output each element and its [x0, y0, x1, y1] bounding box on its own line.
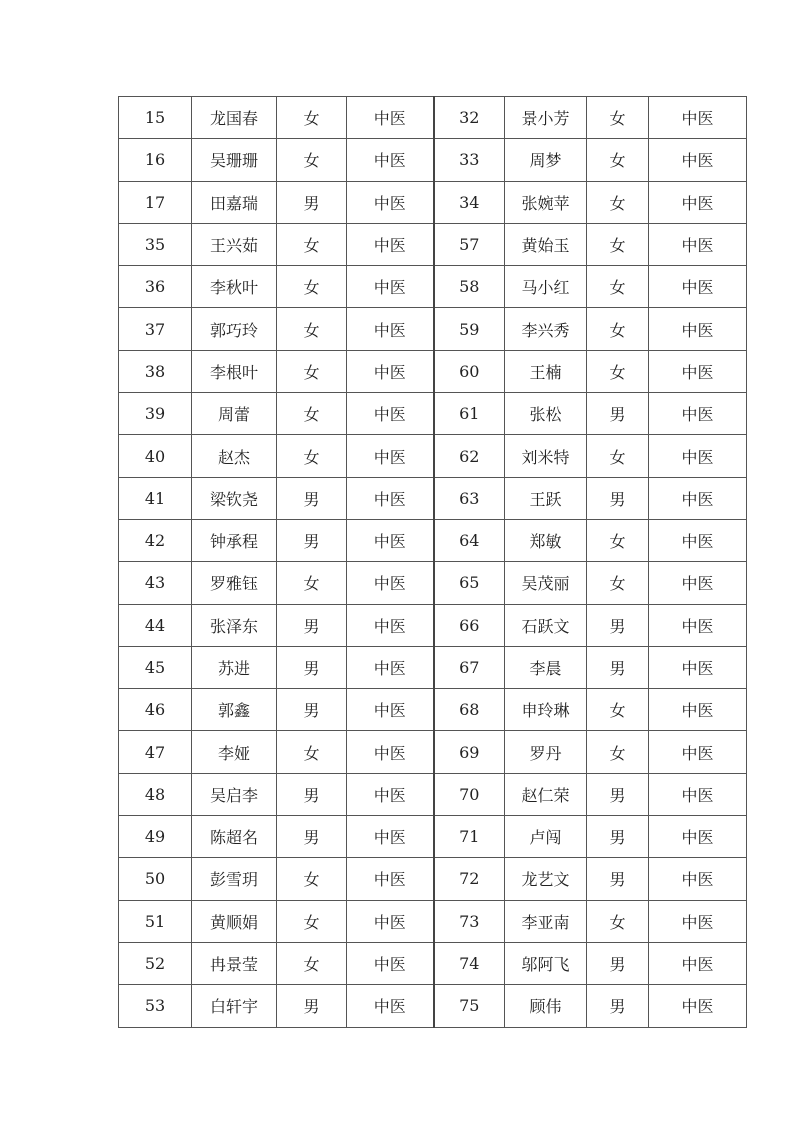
gender-cell: 女 [277, 393, 347, 435]
gender-cell: 男 [587, 942, 649, 984]
number-cell: 58 [434, 266, 505, 308]
name-cell: 王跃 [505, 477, 587, 519]
table-row [119, 223, 747, 265]
number-cell: 71 [434, 816, 505, 858]
name-cell: 赵杰 [192, 435, 277, 477]
name-cell: 李秋叶 [192, 266, 277, 308]
specialty-cell: 中医 [347, 985, 434, 1027]
gender-cell: 女 [277, 858, 347, 900]
specialty-cell: 中医 [649, 900, 747, 942]
specialty-cell: 中医 [347, 393, 434, 435]
specialty-cell: 中医 [649, 393, 747, 435]
gender-cell: 女 [587, 266, 649, 308]
gender-cell: 女 [277, 139, 347, 181]
number-cell: 65 [434, 562, 505, 604]
name-cell: 吴珊珊 [192, 139, 277, 181]
number-cell: 75 [434, 985, 505, 1027]
name-cell: 郭鑫 [192, 689, 277, 731]
gender-cell: 男 [587, 477, 649, 519]
number-cell: 51 [119, 900, 192, 942]
name-cell: 黄始玉 [505, 223, 587, 265]
gender-cell: 女 [587, 435, 649, 477]
specialty-cell: 中医 [347, 900, 434, 942]
number-cell: 40 [119, 435, 192, 477]
gender-cell: 女 [277, 223, 347, 265]
name-cell: 郑敏 [505, 519, 587, 561]
number-cell: 34 [434, 181, 505, 223]
gender-cell: 女 [587, 350, 649, 392]
number-cell: 61 [434, 393, 505, 435]
number-cell: 48 [119, 773, 192, 815]
gender-cell: 男 [587, 985, 649, 1027]
name-cell: 罗丹 [505, 731, 587, 773]
number-cell: 60 [434, 350, 505, 392]
name-cell: 冉景莹 [192, 942, 277, 984]
name-cell: 周梦 [505, 139, 587, 181]
specialty-cell: 中医 [649, 689, 747, 731]
gender-cell: 男 [587, 604, 649, 646]
number-cell: 17 [119, 181, 192, 223]
name-cell: 李亚南 [505, 900, 587, 942]
specialty-cell: 中医 [347, 223, 434, 265]
name-cell: 刘米特 [505, 435, 587, 477]
name-cell: 龙国春 [192, 97, 277, 139]
specialty-cell: 中医 [649, 350, 747, 392]
gender-cell: 女 [587, 139, 649, 181]
name-cell: 吴启李 [192, 773, 277, 815]
number-cell: 64 [434, 519, 505, 561]
table-row [119, 181, 747, 223]
table-row [119, 900, 747, 942]
gender-cell: 女 [277, 435, 347, 477]
gender-cell: 男 [277, 477, 347, 519]
specialty-cell: 中医 [347, 816, 434, 858]
gender-cell: 女 [587, 308, 649, 350]
number-cell: 35 [119, 223, 192, 265]
specialty-cell: 中医 [649, 266, 747, 308]
specialty-cell: 中医 [347, 562, 434, 604]
name-cell: 彭雪玥 [192, 858, 277, 900]
name-cell: 梁钦尧 [192, 477, 277, 519]
name-cell: 卢闯 [505, 816, 587, 858]
specialty-cell: 中医 [649, 308, 747, 350]
name-cell: 白轩宇 [192, 985, 277, 1027]
gender-cell: 女 [277, 900, 347, 942]
table-row [119, 139, 747, 181]
table-row [119, 519, 747, 561]
number-cell: 43 [119, 562, 192, 604]
number-cell: 68 [434, 689, 505, 731]
specialty-cell: 中医 [347, 350, 434, 392]
name-cell: 王兴茹 [192, 223, 277, 265]
specialty-cell: 中医 [347, 689, 434, 731]
gender-cell: 女 [277, 731, 347, 773]
name-cell: 张松 [505, 393, 587, 435]
table-row [119, 858, 747, 900]
name-cell: 李娅 [192, 731, 277, 773]
specialty-cell: 中医 [649, 223, 747, 265]
specialty-cell: 中医 [347, 731, 434, 773]
number-cell: 15 [119, 97, 192, 139]
gender-cell: 女 [277, 942, 347, 984]
gender-cell: 男 [277, 181, 347, 223]
specialty-cell: 中医 [347, 97, 434, 139]
name-cell: 苏进 [192, 646, 277, 688]
specialty-cell: 中医 [347, 519, 434, 561]
gender-cell: 女 [587, 562, 649, 604]
name-cell: 田嘉瑞 [192, 181, 277, 223]
table-row [119, 942, 747, 984]
number-cell: 47 [119, 731, 192, 773]
specialty-cell: 中医 [649, 519, 747, 561]
number-cell: 44 [119, 604, 192, 646]
table-row [119, 773, 747, 815]
name-cell: 龙艺文 [505, 858, 587, 900]
specialty-cell: 中医 [649, 773, 747, 815]
gender-cell: 女 [587, 689, 649, 731]
number-cell: 41 [119, 477, 192, 519]
specialty-cell: 中医 [649, 435, 747, 477]
table-row [119, 604, 747, 646]
name-cell: 陈超名 [192, 816, 277, 858]
name-cell: 石跃文 [505, 604, 587, 646]
name-cell: 赵仁荣 [505, 773, 587, 815]
number-cell: 42 [119, 519, 192, 561]
specialty-cell: 中医 [649, 97, 747, 139]
number-cell: 52 [119, 942, 192, 984]
specialty-cell: 中医 [649, 646, 747, 688]
specialty-cell: 中医 [347, 308, 434, 350]
gender-cell: 男 [277, 519, 347, 561]
gender-cell: 女 [587, 731, 649, 773]
number-cell: 38 [119, 350, 192, 392]
gender-cell: 男 [277, 816, 347, 858]
number-cell: 36 [119, 266, 192, 308]
gender-cell: 女 [587, 97, 649, 139]
specialty-cell: 中医 [347, 477, 434, 519]
number-cell: 69 [434, 731, 505, 773]
number-cell: 73 [434, 900, 505, 942]
specialty-cell: 中医 [649, 985, 747, 1027]
specialty-cell: 中医 [347, 181, 434, 223]
gender-cell: 女 [277, 562, 347, 604]
name-cell: 罗雅钰 [192, 562, 277, 604]
name-cell: 王楠 [505, 350, 587, 392]
gender-cell: 男 [277, 646, 347, 688]
number-cell: 46 [119, 689, 192, 731]
table-row [119, 816, 747, 858]
name-cell: 吴茂丽 [505, 562, 587, 604]
number-cell: 37 [119, 308, 192, 350]
name-cell: 张婉苹 [505, 181, 587, 223]
name-cell: 邬阿飞 [505, 942, 587, 984]
number-cell: 62 [434, 435, 505, 477]
gender-cell: 男 [277, 604, 347, 646]
specialty-cell: 中医 [649, 477, 747, 519]
specialty-cell: 中医 [347, 646, 434, 688]
specialty-cell: 中医 [347, 435, 434, 477]
table-row [119, 646, 747, 688]
number-cell: 66 [434, 604, 505, 646]
name-cell: 马小红 [505, 266, 587, 308]
specialty-cell: 中医 [347, 604, 434, 646]
gender-cell: 男 [587, 646, 649, 688]
number-cell: 57 [434, 223, 505, 265]
specialty-cell: 中医 [649, 858, 747, 900]
gender-cell: 女 [587, 223, 649, 265]
specialty-cell: 中医 [347, 266, 434, 308]
table-row [119, 477, 747, 519]
number-cell: 16 [119, 139, 192, 181]
name-cell: 李晨 [505, 646, 587, 688]
gender-cell: 女 [277, 308, 347, 350]
gender-cell: 女 [277, 97, 347, 139]
table-row [119, 985, 747, 1027]
gender-cell: 男 [587, 773, 649, 815]
number-cell: 33 [434, 139, 505, 181]
gender-cell: 女 [587, 900, 649, 942]
table-row [119, 97, 747, 139]
name-cell: 张泽东 [192, 604, 277, 646]
specialty-cell: 中医 [347, 773, 434, 815]
gender-cell: 男 [277, 773, 347, 815]
specialty-cell: 中医 [347, 139, 434, 181]
specialty-cell: 中医 [649, 562, 747, 604]
name-cell: 周蕾 [192, 393, 277, 435]
specialty-cell: 中医 [649, 731, 747, 773]
number-cell: 49 [119, 816, 192, 858]
table-row [119, 731, 747, 773]
name-cell: 申玲琳 [505, 689, 587, 731]
specialty-cell: 中医 [347, 942, 434, 984]
name-cell: 李兴秀 [505, 308, 587, 350]
gender-cell: 男 [587, 816, 649, 858]
gender-cell: 男 [587, 393, 649, 435]
roster-body [119, 97, 747, 1028]
gender-cell: 女 [277, 266, 347, 308]
table-row [119, 562, 747, 604]
number-cell: 74 [434, 942, 505, 984]
name-cell: 李根叶 [192, 350, 277, 392]
table-row [119, 308, 747, 350]
number-cell: 53 [119, 985, 192, 1027]
gender-cell: 女 [277, 350, 347, 392]
gender-cell: 女 [587, 181, 649, 223]
table-row [119, 689, 747, 731]
name-cell: 钟承程 [192, 519, 277, 561]
table-row [119, 350, 747, 392]
name-cell: 黄顺娟 [192, 900, 277, 942]
specialty-cell: 中医 [649, 816, 747, 858]
gender-cell: 女 [587, 519, 649, 561]
number-cell: 45 [119, 646, 192, 688]
name-cell: 景小芳 [505, 97, 587, 139]
gender-cell: 男 [277, 985, 347, 1027]
number-cell: 67 [434, 646, 505, 688]
specialty-cell: 中医 [649, 942, 747, 984]
number-cell: 59 [434, 308, 505, 350]
table-row [119, 393, 747, 435]
specialty-cell: 中医 [649, 181, 747, 223]
number-cell: 50 [119, 858, 192, 900]
name-cell: 顾伟 [505, 985, 587, 1027]
gender-cell: 男 [277, 689, 347, 731]
roster-table [118, 96, 747, 1028]
specialty-cell: 中医 [347, 858, 434, 900]
number-cell: 39 [119, 393, 192, 435]
number-cell: 72 [434, 858, 505, 900]
name-cell: 郭巧玲 [192, 308, 277, 350]
specialty-cell: 中医 [649, 139, 747, 181]
gender-cell: 男 [587, 858, 649, 900]
number-cell: 70 [434, 773, 505, 815]
table-row [119, 435, 747, 477]
number-cell: 63 [434, 477, 505, 519]
specialty-cell: 中医 [649, 604, 747, 646]
table-row [119, 266, 747, 308]
number-cell: 32 [434, 97, 505, 139]
